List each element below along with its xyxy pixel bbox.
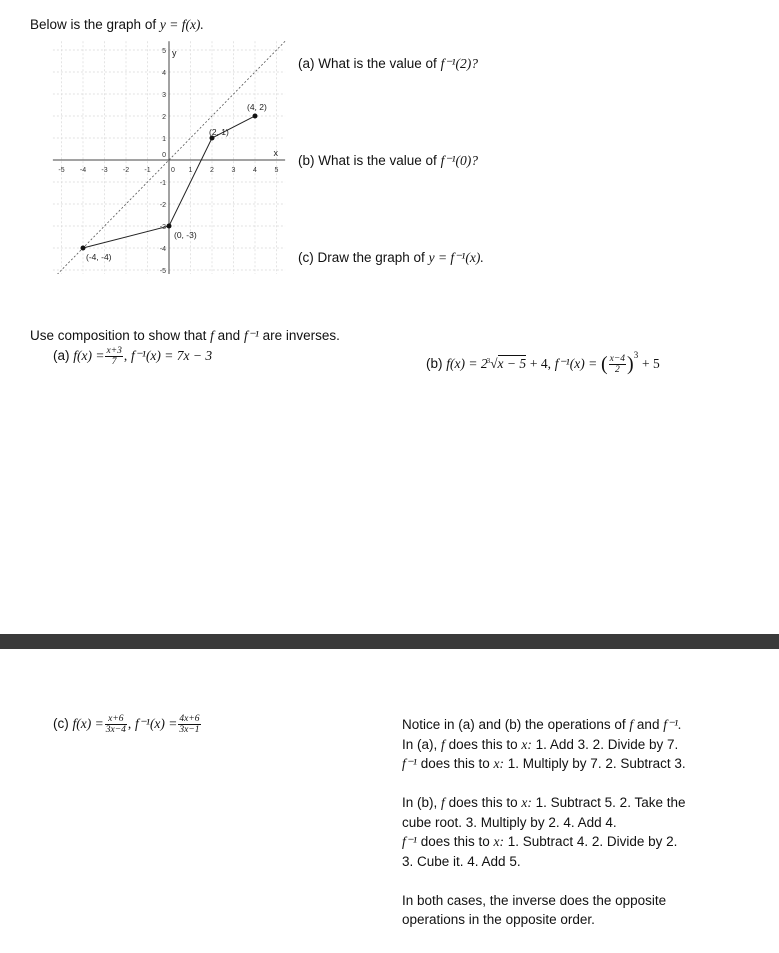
question-b-text: (b) What is the value of — [298, 153, 437, 168]
problem-c-f-fraction — [105, 714, 127, 735]
x-tick-label: 5 — [274, 167, 279, 174]
problem-c-label: (c) — [53, 716, 69, 732]
note-math: f — [441, 736, 445, 752]
problem-b-f: f(x) = 2 — [446, 356, 488, 371]
question-a-expression: f⁻¹(2)? — [440, 56, 478, 71]
question-c-text: (c) Draw the graph of — [298, 250, 425, 265]
x-tick-label: 3 — [231, 167, 236, 174]
fraction-denominator: 3x−4 — [105, 725, 126, 735]
problem-b-finv: f⁻¹(x) = — [554, 356, 598, 371]
note-text: 1. Multiply by 7. 2. Subtract 3. — [507, 756, 686, 771]
problem-a-f-fraction — [105, 346, 122, 367]
note-text: In (b), — [402, 795, 438, 810]
data-point — [81, 246, 86, 251]
problem-c: (c) f(x) = $\frac{x+6}{3x-4}$ , f⁻¹(x) = $\frac{4x+6}{3x-1}$ — [53, 714, 200, 735]
note-text: In (a), — [402, 736, 438, 752]
x-tick-label: -1 — [144, 167, 151, 174]
section-divider — [0, 634, 779, 649]
identity-line — [57, 41, 285, 274]
note-text: 1. Subtract 5. 2. Take the — [535, 795, 686, 810]
note-line-6 — [402, 832, 686, 852]
y-tick-label: 2 — [162, 114, 166, 121]
heading-and: and — [217, 328, 241, 343]
heading-pre: Use composition to show that — [30, 328, 207, 343]
fraction-numerator: 4x+6 — [179, 714, 200, 724]
y-tick-label: 3 — [162, 92, 166, 99]
fraction-numerator: x+3 — [106, 346, 122, 356]
question-c-expression: y = f⁻¹(x). — [428, 250, 484, 265]
note-text: does this to — [420, 834, 490, 849]
note-math: x: — [493, 834, 505, 849]
problem-b-finv-post: + 5 — [641, 356, 660, 371]
y-axis-label: y — [172, 48, 177, 58]
note-line-8: In both cases, the inverse does the opposite — [402, 892, 667, 908]
point-label: (-4, -4) — [86, 252, 112, 262]
question-b-expression: f⁻¹(0)? — [440, 153, 478, 168]
problem-a-finv: f⁻¹(x) = 7x − 3 — [131, 348, 213, 364]
note-math: f — [629, 717, 634, 732]
problem-b-finv-fraction — [609, 354, 626, 375]
y-tick-label: -2 — [159, 202, 166, 209]
problem-a-label: (a) — [53, 348, 70, 364]
note-line-5: cube root. 3. Multiply by 2. 4. Add 4. — [402, 814, 617, 830]
fraction-denominator: 2 — [614, 364, 620, 375]
point-label: (4, 2) — [247, 102, 267, 112]
x-tick-label: 4 — [253, 167, 257, 174]
x-tick-label: -3 — [101, 167, 108, 174]
x-tick-label: 0 — [171, 167, 175, 174]
note-text: does this to — [420, 756, 490, 771]
note-text: 1. Subtract 4. 2. Divide by 2. — [507, 834, 678, 849]
y-tick-label: 0 — [162, 152, 166, 159]
problem-c-finv: f⁻¹(x) = — [135, 716, 178, 732]
data-point — [167, 224, 172, 229]
problem-b: (b) $f(x) = 2^3√x - 5 + 4$, f⁻¹(x) = ( $\frac{x-4}{2}$ )$^3$ + 5 — [426, 350, 660, 375]
question-a — [298, 56, 478, 72]
fraction-denominator: 3x−1 — [179, 725, 200, 735]
x-tick-label: -2 — [122, 167, 130, 174]
x-axis-label: x — [273, 148, 278, 158]
heading-finv: f⁻¹ — [243, 328, 259, 343]
problem-b-f-post: + 4, — [529, 356, 552, 371]
note-text: does this to — [448, 795, 518, 810]
x-tick-label: 1 — [188, 167, 193, 174]
note-math: f⁻¹. — [663, 717, 682, 732]
problem-c-finv-fraction — [178, 714, 200, 735]
question-a-text: (a) What is the value of — [298, 56, 437, 71]
notes-block — [402, 715, 686, 930]
y-tick-label: 4 — [162, 70, 166, 77]
radical-sign: √ — [490, 356, 498, 371]
y-tick-label: -3 — [159, 224, 166, 231]
x-tick-label: 2 — [210, 167, 214, 174]
x-tick-label: -4 — [79, 167, 87, 174]
fraction-numerator: x+6 — [105, 714, 127, 725]
point-label: (0, -3) — [174, 230, 197, 240]
note-text: does this to — [448, 736, 518, 752]
note-text: Notice in (a) and (b) the operations of — [402, 717, 626, 732]
question-b — [298, 153, 478, 169]
y-tick-label: -5 — [159, 268, 166, 274]
x-tick-label: -5 — [58, 167, 65, 174]
note-text: 1. Add 3. 2. Divide by 7. — [535, 736, 679, 752]
question-c — [298, 250, 484, 266]
radicand: x − 5 — [497, 356, 527, 371]
problem-b-label: (b) — [426, 356, 443, 371]
note-line-1 — [402, 715, 686, 735]
y-tick-label: 1 — [162, 136, 166, 143]
note-math: x: — [521, 736, 532, 752]
y-tick-label: 5 — [162, 48, 166, 55]
note-math: f⁻¹ — [402, 834, 417, 849]
note-line-2 — [402, 735, 686, 755]
root-index: 3 — [486, 356, 491, 365]
exponent: 3 — [633, 350, 639, 360]
note-math: x: — [493, 756, 505, 771]
problem-c-f: f(x) = — [72, 716, 104, 732]
note-line-7: 3. Cube it. 4. Add 5. — [402, 853, 521, 869]
point-label: (2, 1) — [209, 127, 229, 137]
intro-text — [30, 17, 204, 33]
fraction-denominator: 7 — [111, 357, 117, 367]
note-text: and — [636, 717, 660, 732]
note-line-4 — [402, 793, 686, 813]
composition-heading — [30, 328, 340, 344]
heading-post: are inverses. — [262, 328, 340, 343]
data-point — [253, 114, 258, 119]
problem-a-f: f(x) = — [73, 348, 105, 364]
note-math: f⁻¹ — [402, 756, 417, 771]
note-line-9: operations in the opposite order. — [402, 912, 595, 927]
note-math: f — [441, 795, 445, 810]
y-tick-label: -1 — [159, 180, 166, 187]
note-math: x: — [521, 795, 532, 810]
function-graph — [30, 34, 292, 274]
note-line-3 — [402, 754, 686, 774]
problem-a: (a) f(x) = $\frac{x+3}{7}$ , f⁻¹(x) = 7x − 3 — [53, 346, 213, 367]
intro-label: Below is the graph of — [30, 17, 157, 32]
heading-f: f — [210, 328, 214, 343]
fraction-numerator: x−4 — [609, 353, 626, 364]
intro-equation: y = f(x). — [159, 17, 204, 32]
y-tick-label: -4 — [159, 246, 166, 253]
